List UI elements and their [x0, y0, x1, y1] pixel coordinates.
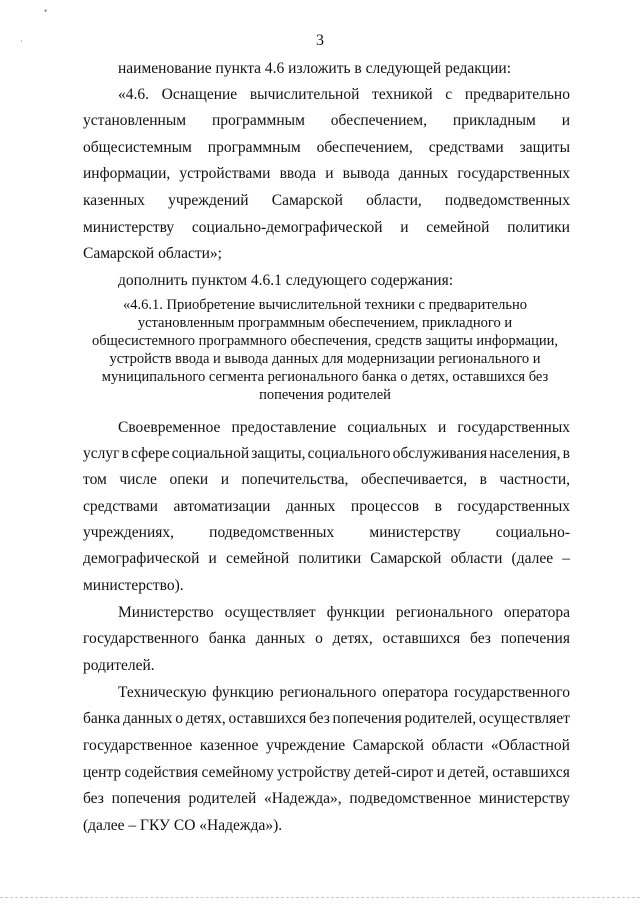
word: числе [119, 471, 157, 488]
word: государственное [83, 737, 193, 754]
centered-line: «4.6.1. Приобретение вычислительной техники с предварительно [123, 297, 527, 313]
word: в [121, 445, 129, 462]
word: ввода [279, 165, 317, 182]
word: государственного [83, 630, 199, 647]
word: процессов [350, 498, 420, 515]
word: обеспечением, [330, 112, 427, 129]
word: населения, [489, 445, 561, 462]
word: родителей, [404, 710, 477, 727]
word: средствами [428, 139, 504, 156]
word: оставшихся [228, 710, 307, 727]
scan-bottom-edge [0, 897, 640, 898]
word: функции [326, 604, 385, 621]
word: банка [83, 710, 121, 727]
text-line [83, 139, 570, 157]
word: обслуживания [392, 445, 488, 462]
word: обеспечивается, [360, 471, 468, 488]
word: области, [366, 192, 422, 209]
word: Министерство [118, 604, 214, 621]
word: в [562, 445, 570, 462]
word: и [208, 550, 217, 567]
word: данных [255, 630, 306, 647]
scan-artifact: · [20, 36, 23, 46]
word: Своевременное [118, 419, 221, 436]
word: регионального [279, 684, 377, 701]
centered-line: попечения родителей [259, 387, 391, 403]
word: социальных [347, 419, 427, 436]
word: подведомственных [209, 524, 335, 541]
word: попечения [500, 630, 570, 647]
word: государственных [457, 165, 570, 182]
word: Самарской [370, 550, 442, 567]
text-line: дополнить пунктом 4.6.1 следующего содержания: [118, 272, 453, 289]
word: предоставление [231, 419, 337, 436]
word: подведомственное [349, 790, 472, 807]
word: с [445, 86, 453, 103]
word: «Надежда», [263, 790, 342, 807]
scan-artifact: • [44, 6, 48, 16]
word: центр [83, 764, 122, 781]
word: осуществляет [478, 710, 570, 727]
word: и [437, 419, 447, 436]
centered-line: муниципального сегмента регионального банка о детях, оставшихся без [101, 369, 549, 385]
word: данных [122, 710, 173, 727]
text-line [83, 471, 570, 489]
word: о [315, 630, 323, 647]
word: предварительно [464, 86, 570, 103]
word: попечения [111, 790, 181, 807]
word: обеспечением, [316, 139, 413, 156]
word: попечительства, [241, 471, 349, 488]
word: и [220, 471, 229, 488]
word: оператора [503, 604, 570, 621]
word: детей-сирот [354, 764, 434, 781]
word: казенных [83, 192, 145, 209]
word: защиты [519, 139, 570, 156]
word: информации, [83, 165, 171, 182]
word: политики [507, 219, 570, 236]
word: услуг [83, 445, 120, 462]
word: данных [398, 165, 449, 182]
text-line [118, 684, 570, 702]
word: опеки [169, 471, 209, 488]
word: детях, [185, 710, 226, 727]
word: семейному [201, 764, 274, 781]
word: государственных [457, 419, 570, 436]
text-line [83, 764, 570, 782]
word: программным [211, 112, 305, 129]
word: «4.6. [118, 86, 149, 103]
text-line [83, 710, 570, 728]
word: Оснащение [161, 86, 238, 103]
word: учреждение [266, 737, 346, 754]
word: регионального [395, 604, 493, 621]
text-line [83, 737, 570, 755]
word: Самарской [352, 737, 424, 754]
word: казенное [199, 737, 259, 754]
word: области [450, 550, 503, 567]
text-line [83, 790, 570, 808]
word: и [561, 112, 570, 129]
word: автоматизации [173, 498, 271, 515]
word: вывода [342, 165, 390, 182]
word: социального [307, 445, 391, 462]
text-line [83, 219, 570, 237]
word: и [325, 165, 334, 182]
text-line [118, 604, 570, 622]
word: без [83, 790, 104, 807]
word: социально-демографической [191, 219, 383, 236]
centered-line: общесистемного программного обеспечения, средств защиты информации, [92, 333, 558, 349]
word: области [431, 737, 484, 754]
word: том [83, 471, 107, 488]
word: министерству [83, 219, 175, 236]
word: родителей [188, 790, 257, 807]
word: в [479, 471, 487, 488]
text-line: Самарской области»; [83, 245, 222, 262]
text-line: родителей. [83, 657, 155, 674]
word: данных [285, 498, 336, 515]
word: оставшихся [492, 764, 570, 781]
word: оператора [382, 684, 449, 701]
word: учреждений [168, 192, 249, 209]
word: политики [298, 550, 362, 567]
word: функцию [212, 684, 274, 701]
word: социальной [171, 445, 250, 462]
word: о [175, 710, 183, 727]
word: прикладным [452, 112, 536, 129]
word: (далее [511, 550, 554, 567]
word: семейной [426, 219, 490, 236]
text-line [118, 419, 570, 437]
word: устройствами [179, 165, 271, 182]
word: оставшихся [382, 630, 461, 647]
text-line [83, 498, 570, 516]
word: детях, [332, 630, 373, 647]
text-line [83, 524, 570, 542]
word: программным [207, 139, 301, 156]
word: защиты, [251, 445, 306, 462]
text-line [83, 192, 570, 210]
word: установленным [83, 112, 187, 129]
text-line [83, 550, 570, 568]
word: техникой [372, 86, 433, 103]
word: подведомственных [444, 192, 570, 209]
word: социально- [495, 524, 570, 541]
word: министерству [478, 790, 570, 807]
centered-line: устройств ввода и вывода данных для модернизации регионального и [109, 351, 541, 367]
word: и [400, 219, 409, 236]
page-number: 3 [316, 32, 324, 49]
word: детей, [448, 764, 489, 781]
centered-line: установленным программным обеспечением, прикладного и [137, 315, 513, 331]
word: семейной [225, 550, 290, 567]
word: «Областной [490, 737, 570, 754]
text-line [83, 165, 570, 183]
text-line [118, 86, 570, 104]
word: – [562, 550, 570, 567]
word: содействия [124, 764, 199, 781]
text-line [83, 445, 570, 463]
word: частности, [499, 471, 570, 488]
word: сфере [131, 445, 170, 462]
word: общесистемным [83, 139, 192, 156]
word: и [436, 764, 445, 781]
word: в [434, 498, 442, 515]
word: банка [208, 630, 246, 647]
text-line [83, 630, 570, 648]
text-line: министерство). [83, 577, 184, 594]
word: средствами [83, 498, 158, 515]
text-line: наименование пункта 4.6 изложить в следующей редакции: [118, 60, 512, 77]
word: вычислительной [249, 86, 360, 103]
word: устройству [277, 764, 351, 781]
word: попечения [332, 710, 402, 727]
word: государственного [454, 684, 570, 701]
word: без [470, 630, 491, 647]
word: министерству [369, 524, 461, 541]
word: осуществляет [224, 604, 316, 621]
word: Техническую [118, 684, 207, 701]
word: без [308, 710, 330, 727]
text-line: (далее – ГКУ СО «Надежда»). [83, 817, 283, 834]
word: Самарской [271, 192, 343, 209]
word: государственных [457, 498, 570, 515]
word: учреждениях, [83, 524, 174, 541]
text-line [83, 112, 570, 130]
word: демографической [83, 550, 200, 567]
